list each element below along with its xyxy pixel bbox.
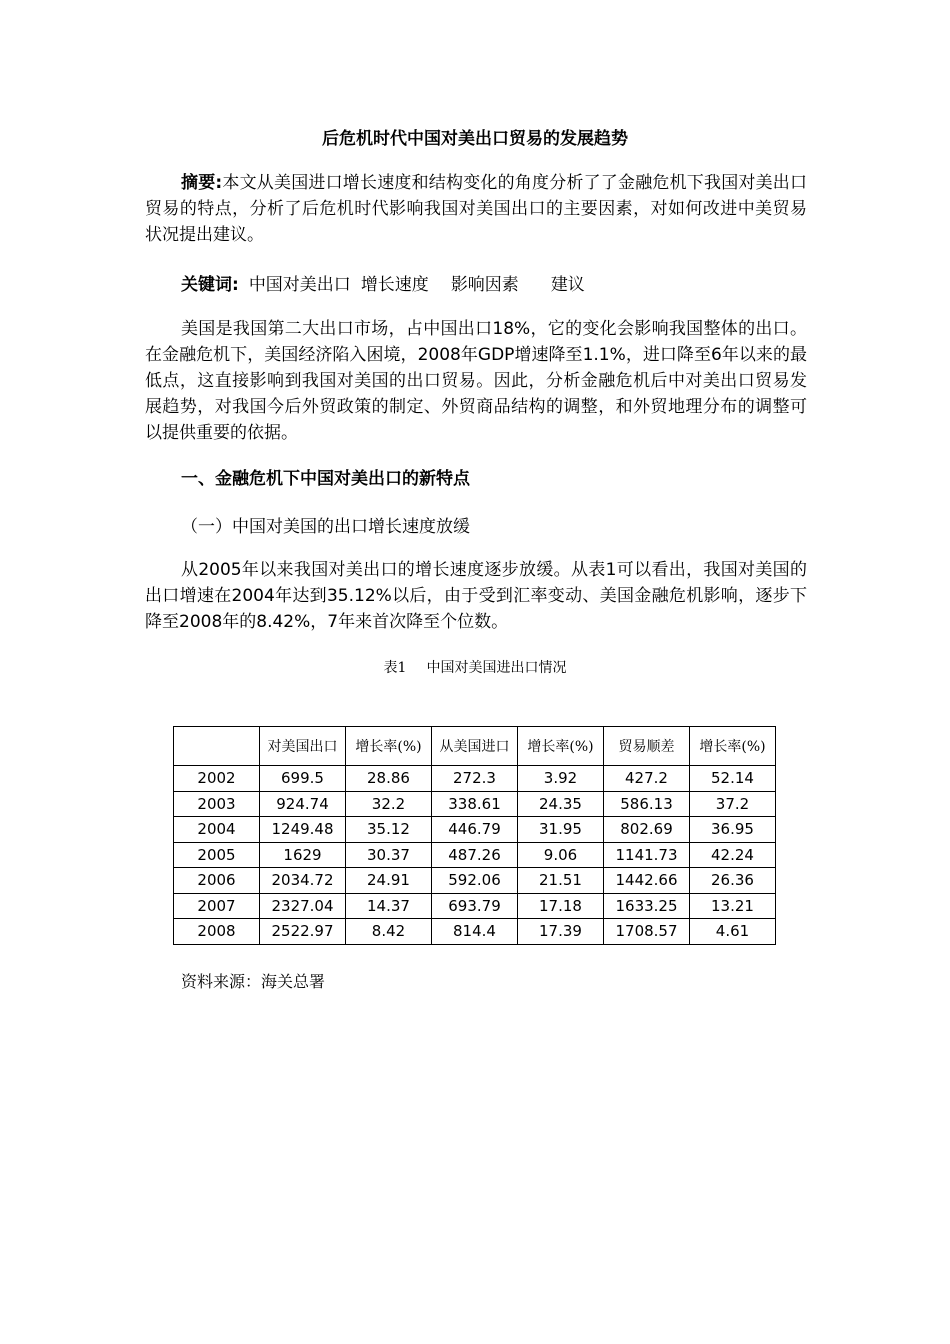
table-cell: 802.69	[604, 817, 690, 843]
table-cell: 1633.25	[604, 893, 690, 919]
table-cell: 2327.04	[260, 893, 346, 919]
table-cell: 36.95	[690, 817, 776, 843]
table-cell: 31.95	[518, 817, 604, 843]
table-cell: 32.2	[346, 791, 432, 817]
abstract-paragraph	[145, 170, 807, 248]
table-cell: 2522.97	[260, 919, 346, 945]
intro-paragraph: 美国是我国第二大出口市场，占中国出口18%，它的变化会影响我国整体的出口。在金融危机下，美国经济陷入困境，2008年GDP增速降至1.1%，进口降至6年以来的最低点，这直接影响到我国对美国的出口贸易。因此，分析金融危机后中对美出口贸易发展趋势，对我国今后外贸政策的制定、外贸商品结构的调整，和外贸地理分布的调整可以提供重要的依据。	[145, 319, 807, 443]
table-row	[174, 919, 776, 945]
table-header-cell: 增长率(%)	[346, 727, 432, 766]
table-cell: 26.36	[690, 868, 776, 894]
table-row	[174, 842, 776, 868]
table-year-cell: 2002	[174, 766, 260, 792]
table-header-row	[174, 727, 776, 766]
table-cell: 13.21	[690, 893, 776, 919]
table-header-cell: 从美国进口	[432, 727, 518, 766]
table-cell: 28.86	[346, 766, 432, 792]
table-header-cell: 增长率(%)	[518, 727, 604, 766]
table-caption	[145, 657, 805, 677]
document-title: 后危机时代中国对美出口贸易的发展趋势	[322, 129, 628, 149]
abstract-label: 摘要:	[181, 173, 223, 193]
table-cell: 24.35	[518, 791, 604, 817]
table-cell: 4.61	[690, 919, 776, 945]
table-header-cell: 对美国出口	[260, 727, 346, 766]
table-cell: 699.5	[260, 766, 346, 792]
table-header-cell: 贸易顺差	[604, 727, 690, 766]
table-cell: 3.92	[518, 766, 604, 792]
keywords-line	[181, 270, 585, 295]
table-cell: 17.18	[518, 893, 604, 919]
subsection-heading: （一）中国对美国的出口增长速度放缓	[181, 517, 470, 537]
section-paragraph: 从2005年以来我国对美出口的增长速度逐步放缓。从表1可以看出，我国对美国的出口增速在2004年达到35.12%以后，由于受到汇率变动、美国金融危机影响，逐步下降至2008年的8.42%，7年来首次降至个位数。	[145, 560, 807, 632]
table-cell: 8.42	[346, 919, 432, 945]
table-year-cell: 2008	[174, 919, 260, 945]
table-caption-text: 中国对美国进出口情况	[426, 660, 567, 676]
table-row	[174, 766, 776, 792]
table-cell: 592.06	[432, 868, 518, 894]
table-cell: 1708.57	[604, 919, 690, 945]
table-cell: 272.3	[432, 766, 518, 792]
table-cell: 14.37	[346, 893, 432, 919]
table-year-cell: 2007	[174, 893, 260, 919]
keyword-item: 中国对美出口	[248, 275, 351, 295]
table-cell: 42.24	[690, 842, 776, 868]
table-cell: 446.79	[432, 817, 518, 843]
table-body	[174, 727, 776, 945]
table-cell: 1442.66	[604, 868, 690, 894]
table-cell: 693.79	[432, 893, 518, 919]
table-cell: 1141.73	[604, 842, 690, 868]
table-cell: 21.51	[518, 868, 604, 894]
table-year-cell: 2003	[174, 791, 260, 817]
table-cell: 17.39	[518, 919, 604, 945]
table-source-note: 资料来源：海关总署	[181, 972, 326, 991]
section-heading: 一、金融危机下中国对美出口的新特点	[181, 469, 470, 489]
table-year-cell: 2005	[174, 842, 260, 868]
table-row	[174, 868, 776, 894]
table-caption-number: 表1	[383, 660, 407, 676]
table-header-cell	[174, 727, 260, 766]
table-cell: 35.12	[346, 817, 432, 843]
table-cell: 37.2	[690, 791, 776, 817]
table-cell: 9.06	[518, 842, 604, 868]
table-row	[174, 893, 776, 919]
keyword-item: 建议	[550, 275, 585, 295]
table-cell: 487.26	[432, 842, 518, 868]
table-cell: 338.61	[432, 791, 518, 817]
table-cell: 2034.72	[260, 868, 346, 894]
table-cell: 1249.48	[260, 817, 346, 843]
table-row	[174, 817, 776, 843]
table-row	[174, 791, 776, 817]
table-cell: 52.14	[690, 766, 776, 792]
keyword-item: 增长速度	[360, 275, 429, 295]
table-cell: 586.13	[604, 791, 690, 817]
trade-table	[173, 726, 776, 945]
keywords-label: 关键词:	[181, 275, 239, 295]
table-cell: 924.74	[260, 791, 346, 817]
table-year-cell: 2004	[174, 817, 260, 843]
table-cell: 427.2	[604, 766, 690, 792]
table-header-cell: 增长率(%)	[690, 727, 776, 766]
table-cell: 24.91	[346, 868, 432, 894]
table-cell: 30.37	[346, 842, 432, 868]
abstract-text: 本文从美国进口增长速度和结构变化的角度分析了了金融危机下我国对美出口贸易的特点，分析了后危机时代影响我国对美国出口的主要因素，对如何改进中美贸易状况提出建议。	[145, 173, 807, 245]
table-year-cell: 2006	[174, 868, 260, 894]
keyword-item: 影响因素	[450, 275, 519, 295]
table-cell: 1629	[260, 842, 346, 868]
table-cell: 814.4	[432, 919, 518, 945]
